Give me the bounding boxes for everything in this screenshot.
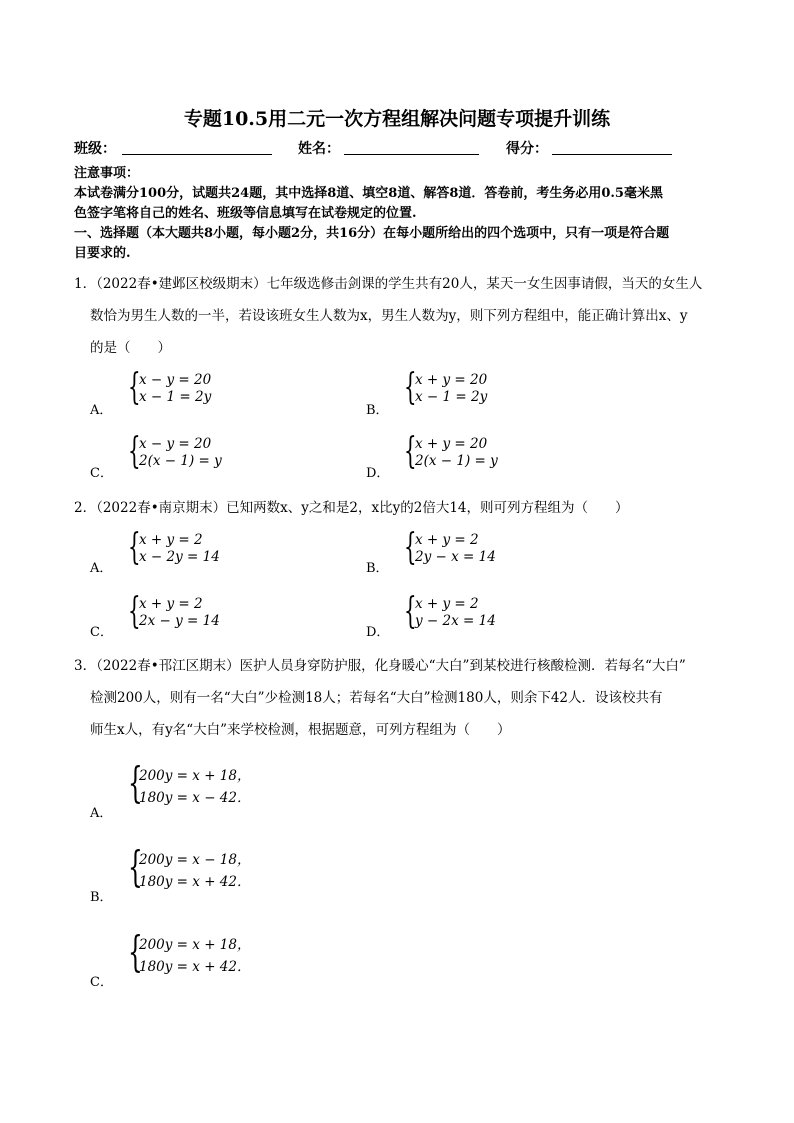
- equation: x − y = 20: [139, 436, 212, 452]
- q2-option-c-label[interactable]: C．: [90, 625, 113, 640]
- q1-option-b-label[interactable]: B．: [366, 403, 389, 418]
- q2-option-d-label[interactable]: D．: [366, 625, 390, 640]
- question-1-line-1: 1．（2022春•建邺区校级期末）七年级选修击剑课的学生共有20人，某天一女生因事请假，当天的女生人: [74, 276, 703, 292]
- q1-option-a-label[interactable]: A．: [90, 403, 113, 418]
- equation: x + y = 2: [139, 532, 203, 548]
- equation: 2x − y = 14: [139, 613, 220, 629]
- equation: x − 1 = 2y: [415, 389, 488, 405]
- equation: 200y = x + 18，: [139, 937, 251, 953]
- question-2-line-1: 2．（2022春•南京期末）已知两数x、y之和是2，x比y的2倍大14，则可列方程组为（ ）: [74, 500, 629, 516]
- question-3-line-2: 检测200人，则有一名“大白”少检测18人；若每名“大白”检测180人，则余下42人．设该校共有: [90, 690, 663, 706]
- question-3-line-1: 3．（2022春•邗江区期末）医护人员身穿防护服，化身暖心“大白”到某校进行核酸检测．若每名“大白”: [74, 658, 686, 674]
- equation: x − 1 = 2y: [139, 389, 212, 405]
- equation: 180y = x + 42．: [139, 959, 251, 975]
- section-heading-line-2: 目要求的.: [74, 246, 131, 261]
- name-label: 姓名：: [298, 141, 340, 157]
- equation: x + y = 2: [415, 532, 479, 548]
- equation: x + y = 20: [415, 436, 488, 452]
- equation: x − y = 20: [139, 372, 212, 388]
- section-heading-line-1: 一、选择题（本大题共8小题，每小题2分，共16分）在每小题所给出的四个选项中，只有一项是符合题: [74, 226, 670, 241]
- equation: x + y = 2: [139, 596, 203, 612]
- equation: 180y = x − 42．: [139, 790, 251, 806]
- question-3-line-3: 师生x人，有y名“大白”来学校检测，根据题意，可列方程组为（ ）: [90, 722, 511, 738]
- name-field[interactable]: [344, 154, 479, 155]
- class-field[interactable]: [122, 154, 272, 155]
- q2-option-a-label[interactable]: A．: [90, 561, 113, 576]
- class-label: 班级：: [74, 141, 116, 157]
- equation: 2(x − 1) = y: [139, 453, 222, 469]
- q2-option-b-label[interactable]: B．: [366, 561, 389, 576]
- q3-option-c-label[interactable]: C．: [90, 975, 113, 990]
- equation: 2(x − 1) = y: [415, 453, 498, 469]
- question-1-line-2: 数恰为男生人数的一半，若设该班女生人数为x，男生人数为y，则下列方程组中，能正确计算出x、y: [90, 308, 688, 324]
- notes-heading: 注意事项：: [74, 166, 140, 181]
- q1-option-c-label[interactable]: C．: [90, 466, 113, 481]
- q3-option-b-label[interactable]: B．: [90, 890, 113, 905]
- equation: y − 2x = 14: [415, 613, 496, 629]
- equation: x + y = 20: [415, 372, 488, 388]
- equation: x − 2y = 14: [139, 549, 220, 565]
- notes-line-1: 本试卷满分100分，试题共24题，其中选择8道、填空8道、解答8道．答卷前，考生务必用0.5毫米黑: [74, 186, 663, 201]
- score-label: 得分：: [506, 141, 548, 157]
- equation: 200y = x + 18，: [139, 768, 251, 784]
- equation: 2y − x = 14: [415, 549, 496, 565]
- equation: 200y = x − 18，: [139, 852, 251, 868]
- equation: x + y = 2: [415, 596, 479, 612]
- page-title: 专题10.5用二元一次方程组解决问题专项提升训练: [183, 108, 611, 130]
- question-1-line-3: 的是（ ）: [90, 340, 171, 356]
- q3-option-a-label[interactable]: A．: [90, 806, 113, 821]
- q1-option-d-label[interactable]: D．: [366, 466, 390, 481]
- notes-line-2: 色签字笔将自己的姓名、班级等信息填写在试卷规定的位置.: [74, 206, 417, 221]
- score-field[interactable]: [552, 154, 672, 155]
- equation: 180y = x + 42．: [139, 874, 251, 890]
